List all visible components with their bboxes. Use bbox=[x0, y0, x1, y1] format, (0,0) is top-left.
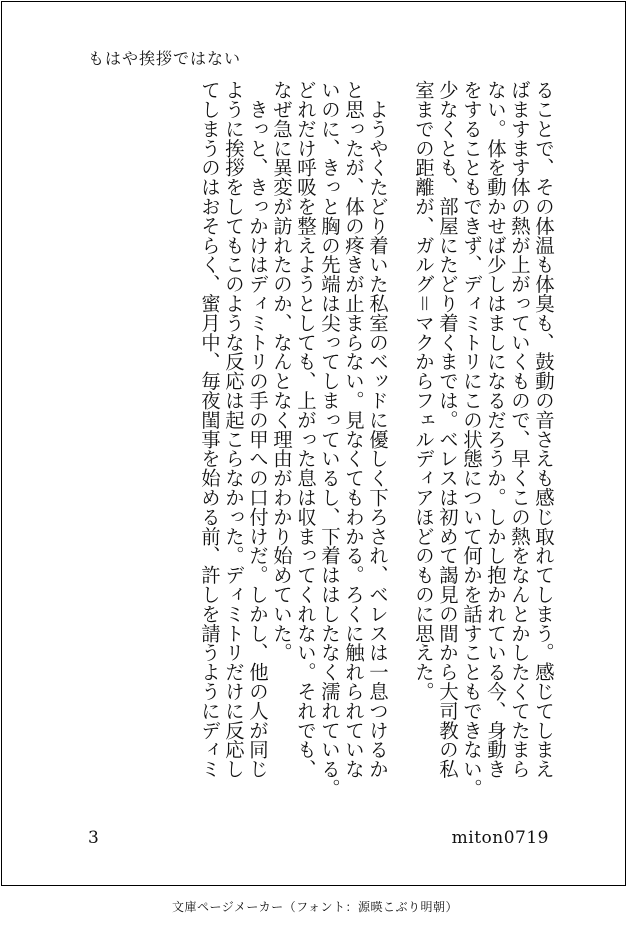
text-column: ることで、その体温も体臭も、鼓動の音さえも感じ取れてしまう。感じてしまえ bbox=[532, 80, 555, 779]
footer-credit: 文庫ページメーカー（フォント：源暎こぶり明朝） bbox=[171, 900, 459, 914]
paragraph-gap bbox=[389, 80, 411, 780]
text-column: と思ったが、体の疼きが止まらない。見なくてもわかる。ろくに触れられていな bbox=[342, 80, 365, 779]
text-column: きっと、きっかけはディミトリの手の甲への口付けだ。しかし、他の人が同じ bbox=[246, 80, 269, 779]
body-text bbox=[197, 80, 555, 798]
running-title: もはや挨拶ではない bbox=[88, 49, 242, 68]
text-column: なぜ急に異変が訪れたのか、なんとなく理由がわかり始めていた。 bbox=[270, 80, 293, 662]
text-column: 室までの距離が、ガルグ＝マクからフェルディアほどのものに思えた。 bbox=[412, 80, 435, 701]
text-column: てしまうのはおそらく、蜜月中、毎夜閨事を始める前、許しを請うようにディミ bbox=[198, 80, 221, 779]
author-name: miton0719 bbox=[451, 828, 549, 848]
page-number: 3 bbox=[88, 828, 99, 848]
text-column: 少なくとも、部屋にたどり着くまでは。ベレスは初めて謁見の間から大司教の私 bbox=[436, 80, 459, 779]
text-column: ようやくたどり着いた私室のベッドに優しく下ろされ、ベレスは一息つけるか bbox=[366, 80, 389, 779]
text-column: ばますます体の熱が上がっていくもので、早くこの熱をなんとかしたくてたまら bbox=[508, 80, 531, 779]
page-frame bbox=[1, 1, 626, 886]
text-column: ように挨拶をしてもこのような反応は起こらなかった。ディミトリだけに反応し bbox=[222, 80, 245, 779]
text-column: をすることもできず、ディミトリにこの状態について何かを話すこともできない。 bbox=[460, 80, 483, 798]
text-column: いのに、きっと胸の先端は尖ってしまっているし、下着ははしたなく濡れている。 bbox=[318, 80, 341, 798]
text-column: どれだけ呼吸を整えようとしても、上がった息は収まってくれない。それでも、 bbox=[294, 80, 317, 779]
text-column: ない。体を動かせば少しはましになるだろうか。しかし抱かれている今、身動き bbox=[484, 80, 507, 779]
